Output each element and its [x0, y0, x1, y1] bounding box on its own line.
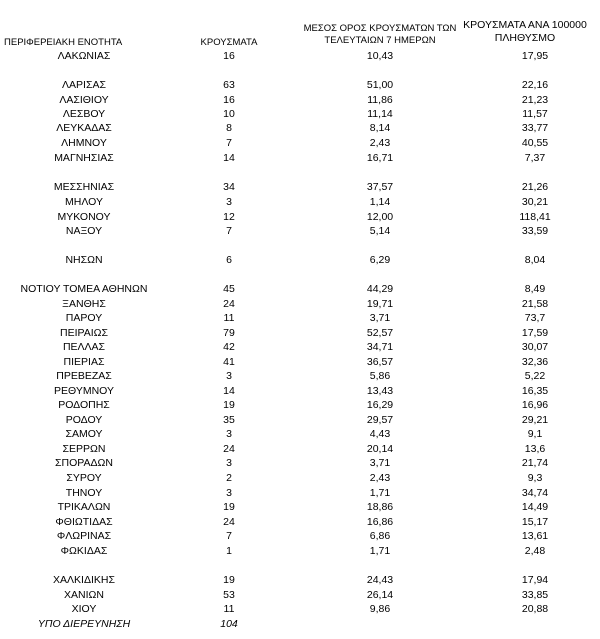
- region-cell: ΧΑΝΙΩΝ: [64, 589, 104, 601]
- table-row: [0, 297, 600, 311]
- header-per-100k: ΚΡΟΥΣΜΑΤΑ ΑΝΑ 100000 ΠΛΗΘΥΣΜΟ: [463, 19, 587, 44]
- per-100k-cell: 73,7: [524, 312, 546, 324]
- table-row: [0, 136, 600, 150]
- region-cell: ΦΘΙΩΤΙΔΑΣ: [55, 516, 113, 528]
- cases-cell: 14: [223, 385, 235, 397]
- table-row: [0, 49, 600, 63]
- region-cell: ΣΠΟΡΑΔΩΝ: [55, 457, 113, 469]
- table-row: [0, 456, 600, 470]
- region-cell: ΛΗΜΝΟΥ: [61, 137, 107, 149]
- per-100k-cell: 21,26: [521, 181, 549, 193]
- avg-7days-cell: 36,57: [366, 356, 394, 368]
- avg-7days-cell: 2,43: [369, 137, 391, 149]
- per-100k-cell: 9,1: [527, 428, 543, 440]
- region-cell: ΞΑΝΘΗΣ: [62, 298, 106, 310]
- table-row: [0, 151, 600, 165]
- table-row: [0, 515, 600, 529]
- per-100k-cell: 7,37: [524, 152, 546, 164]
- avg-7days-cell: 13,43: [366, 385, 394, 397]
- cases-cell: 3: [226, 428, 232, 440]
- per-100k-cell: 2,48: [524, 545, 546, 557]
- region-cell: ΣΥΡΟΥ: [66, 472, 102, 484]
- cases-cell: 19: [223, 501, 235, 513]
- cases-cell: 24: [223, 516, 235, 528]
- avg-7days-cell: 20,14: [366, 443, 394, 455]
- cases-cell: 3: [226, 370, 232, 382]
- table-row: [0, 544, 600, 558]
- region-cell: ΜΕΣΣΗΝΙΑΣ: [53, 181, 115, 193]
- cases-cell: 19: [223, 574, 235, 586]
- per-100k-cell: 33,59: [521, 225, 549, 237]
- avg-7days-cell: 8,14: [369, 122, 391, 134]
- avg-7days-cell: 51,00: [366, 79, 394, 91]
- avg-7days-cell: 6,86: [369, 530, 391, 542]
- region-cell: ΛΕΥΚΑΔΑΣ: [56, 122, 112, 134]
- per-100k-cell: 29,21: [521, 414, 549, 426]
- table-row: [0, 355, 600, 369]
- per-100k-cell: 16,96: [521, 399, 549, 411]
- cases-cell: 3: [226, 457, 232, 469]
- cases-cell: 6: [226, 254, 232, 266]
- per-100k-cell: 14,49: [521, 501, 549, 513]
- region-cell: ΧΑΛΚΙΔΙΚΗΣ: [53, 574, 115, 586]
- cases-cell: 7: [226, 137, 232, 149]
- cases-cell: 2: [226, 472, 232, 484]
- avg-7days-cell: 5,86: [369, 370, 391, 382]
- per-100k-cell: 16,35: [521, 385, 549, 397]
- region-cell: ΠΙΕΡΙΑΣ: [63, 356, 105, 368]
- avg-7days-cell: 5,14: [369, 225, 391, 237]
- avg-7days-cell: 34,71: [366, 341, 394, 353]
- cases-cell: 41: [223, 356, 235, 368]
- table-row: [0, 282, 600, 296]
- per-100k-cell: 5,22: [524, 370, 546, 382]
- per-100k-cell: 21,74: [521, 457, 549, 469]
- table-row: [0, 588, 600, 602]
- cases-cell: 45: [223, 283, 235, 295]
- per-100k-cell: 30,21: [521, 196, 549, 208]
- table-row: [0, 224, 600, 238]
- region-cell: ΛΕΣΒΟΥ: [62, 108, 106, 120]
- avg-7days-cell: 26,14: [366, 589, 394, 601]
- per-100k-cell: 32,36: [521, 356, 549, 368]
- per-100k-cell: 33,77: [521, 122, 549, 134]
- cases-cell: 19: [223, 399, 235, 411]
- region-cell: ΡΟΔΟΠΗΣ: [58, 399, 110, 411]
- cases-cell: 24: [223, 298, 235, 310]
- avg-7days-cell: 3,71: [369, 457, 391, 469]
- footer-label: ΥΠΟ ΔΙΕΡΕΥΝΗΣΗ: [37, 618, 131, 630]
- region-cell: ΠΕΙΡΑΙΩΣ: [60, 327, 108, 339]
- table-row: [0, 398, 600, 412]
- cases-cell: 34: [223, 181, 235, 193]
- cases-cell: 3: [226, 196, 232, 208]
- cases-cell: 11: [223, 312, 235, 324]
- avg-7days-cell: 19,71: [366, 298, 394, 310]
- cases-cell: 7: [226, 225, 232, 237]
- table-row: [0, 413, 600, 427]
- cases-cell: 14: [223, 152, 235, 164]
- region-cell: ΠΕΛΛΑΣ: [62, 341, 106, 353]
- region-cell: ΠΡΕΒΕΖΑΣ: [56, 370, 112, 382]
- table-row: [0, 107, 600, 121]
- cases-cell: 42: [223, 341, 235, 353]
- region-cell: ΣΑΜΟΥ: [65, 428, 103, 440]
- avg-7days-cell: 1,14: [369, 196, 391, 208]
- table-row: [0, 311, 600, 325]
- table-row: [0, 602, 600, 616]
- cases-cell: 11: [223, 603, 235, 615]
- table-row: [0, 384, 600, 398]
- region-cell: ΡΟΔΟΥ: [65, 414, 103, 426]
- avg-7days-cell: 16,29: [366, 399, 394, 411]
- per-100k-cell: 34,74: [521, 487, 549, 499]
- per-100k-cell: 33,85: [521, 589, 549, 601]
- footer-cases: 104: [220, 618, 238, 630]
- avg-7days-cell: 52,57: [366, 327, 394, 339]
- header-avg-7days: ΜΕΣΟΣ ΟΡΟΣ ΚΡΟΥΣΜΑΤΩΝ ΤΩΝ ΤΕΛΕΥΤΑΙΩΝ 7 ΗΜΕΡΩΝ: [303, 23, 457, 46]
- avg-7days-cell: 29,57: [366, 414, 394, 426]
- region-cell: ΝΑΞΟΥ: [65, 225, 103, 237]
- per-100k-cell: 11,57: [522, 108, 548, 120]
- per-100k-cell: 13,61: [521, 530, 549, 542]
- per-100k-cell: 118,41: [519, 211, 551, 223]
- table-row: [0, 369, 600, 383]
- cases-cell: 8: [226, 122, 232, 134]
- header-region: ΠΕΡΙΦΕΡΕΙΑΚΗ ΕΝΟΤΗΤΑ: [4, 37, 123, 48]
- cases-cell: 53: [223, 589, 235, 601]
- avg-7days-cell: 6,29: [369, 254, 391, 266]
- table-row: [0, 326, 600, 340]
- avg-7days-cell: 18,86: [366, 501, 394, 513]
- avg-7days-cell: 1,71: [369, 545, 391, 557]
- table-row: [0, 486, 600, 500]
- region-cell: ΤΗΝΟΥ: [65, 487, 103, 499]
- per-100k-cell: 13,6: [524, 443, 546, 455]
- per-100k-cell: 15,17: [521, 516, 549, 528]
- avg-7days-cell: 12,00: [366, 211, 394, 223]
- region-cell: ΜΑΓΝΗΣΙΑΣ: [54, 152, 114, 164]
- avg-7days-cell: 1,71: [369, 487, 391, 499]
- avg-7days-cell: 11,14: [367, 108, 393, 120]
- table-row: [0, 195, 600, 209]
- per-100k-cell: 30,07: [521, 341, 549, 353]
- table-row: [0, 442, 600, 456]
- cases-cell: 12: [223, 211, 235, 223]
- table-row: [0, 210, 600, 224]
- avg-7days-cell: 2,43: [369, 472, 391, 484]
- footer-row: [0, 617, 600, 631]
- table-row: [0, 529, 600, 543]
- region-cell: ΛΑΚΩΝΙΑΣ: [57, 50, 111, 62]
- per-100k-cell: 40,55: [521, 137, 549, 149]
- region-cell: ΜΗΛΟΥ: [65, 196, 103, 208]
- region-cell: ΜΥΚΟΝΟΥ: [57, 211, 111, 223]
- region-cell: ΤΡΙΚΑΛΩΝ: [57, 501, 111, 513]
- per-100k-cell: 22,16: [521, 79, 549, 91]
- table-row: [0, 78, 600, 92]
- region-cell: ΣΕΡΡΩΝ: [62, 443, 106, 455]
- region-cell: ΧΙΟΥ: [71, 603, 97, 615]
- avg-7days-cell: 3,71: [369, 312, 391, 324]
- cases-cell: 16: [223, 50, 235, 62]
- avg-7days-cell: 9,86: [369, 603, 391, 615]
- avg-7days-cell: 16,71: [366, 152, 394, 164]
- per-100k-cell: 8,04: [524, 254, 546, 266]
- avg-7days-cell: 37,57: [366, 181, 394, 193]
- per-100k-cell: 17,95: [521, 50, 549, 62]
- cases-cell: 1: [226, 545, 232, 557]
- per-100k-cell: 9,3: [527, 472, 543, 484]
- cases-cell: 7: [226, 530, 232, 542]
- per-100k-cell: 8,49: [524, 283, 546, 295]
- cases-cell: 16: [223, 94, 235, 106]
- cases-cell: 79: [223, 327, 235, 339]
- avg-7days-cell: 44,29: [366, 283, 394, 295]
- avg-7days-cell: 16,86: [366, 516, 394, 528]
- region-cell: ΦΛΩΡΙΝΑΣ: [56, 530, 112, 542]
- region-cell: ΡΕΘΥΜΝΟΥ: [53, 385, 114, 397]
- avg-7days-cell: 11,86: [367, 94, 393, 106]
- region-cell: ΛΑΣΙΘΙΟΥ: [59, 94, 109, 106]
- table-row: [0, 340, 600, 354]
- region-cell: ΝΟΤΙΟΥ ΤΟΜΕΑ ΑΘΗΝΩΝ: [20, 283, 148, 295]
- cases-cell: 24: [223, 443, 235, 455]
- avg-7days-cell: 4,43: [369, 428, 391, 440]
- per-100k-cell: 21,58: [521, 298, 549, 310]
- table-row: [0, 427, 600, 441]
- cases-cell: 63: [223, 79, 235, 91]
- table-row: [0, 121, 600, 135]
- table-row: [0, 180, 600, 194]
- header-cases: ΚΡΟΥΣΜΑΤΑ: [200, 37, 258, 48]
- table-row: [0, 253, 600, 267]
- cases-cell: 10: [223, 108, 235, 120]
- per-100k-cell: 20,88: [521, 603, 549, 615]
- per-100k-cell: 21,23: [521, 94, 549, 106]
- region-cell: ΛΑΡΙΣΑΣ: [62, 79, 106, 91]
- per-100k-cell: 17,94: [521, 574, 549, 586]
- avg-7days-cell: 24,43: [366, 574, 394, 586]
- cases-cell: 35: [223, 414, 235, 426]
- table-row: [0, 93, 600, 107]
- table-row: [0, 471, 600, 485]
- region-cell: ΠΑΡΟΥ: [65, 312, 103, 324]
- table-row: [0, 500, 600, 514]
- per-100k-cell: 17,59: [521, 327, 549, 339]
- region-cell: ΦΩΚΙΔΑΣ: [60, 545, 108, 557]
- cases-cell: 3: [226, 487, 232, 499]
- table-row: [0, 573, 600, 587]
- avg-7days-cell: 10,43: [366, 50, 394, 62]
- region-cell: ΝΗΣΩΝ: [65, 254, 103, 266]
